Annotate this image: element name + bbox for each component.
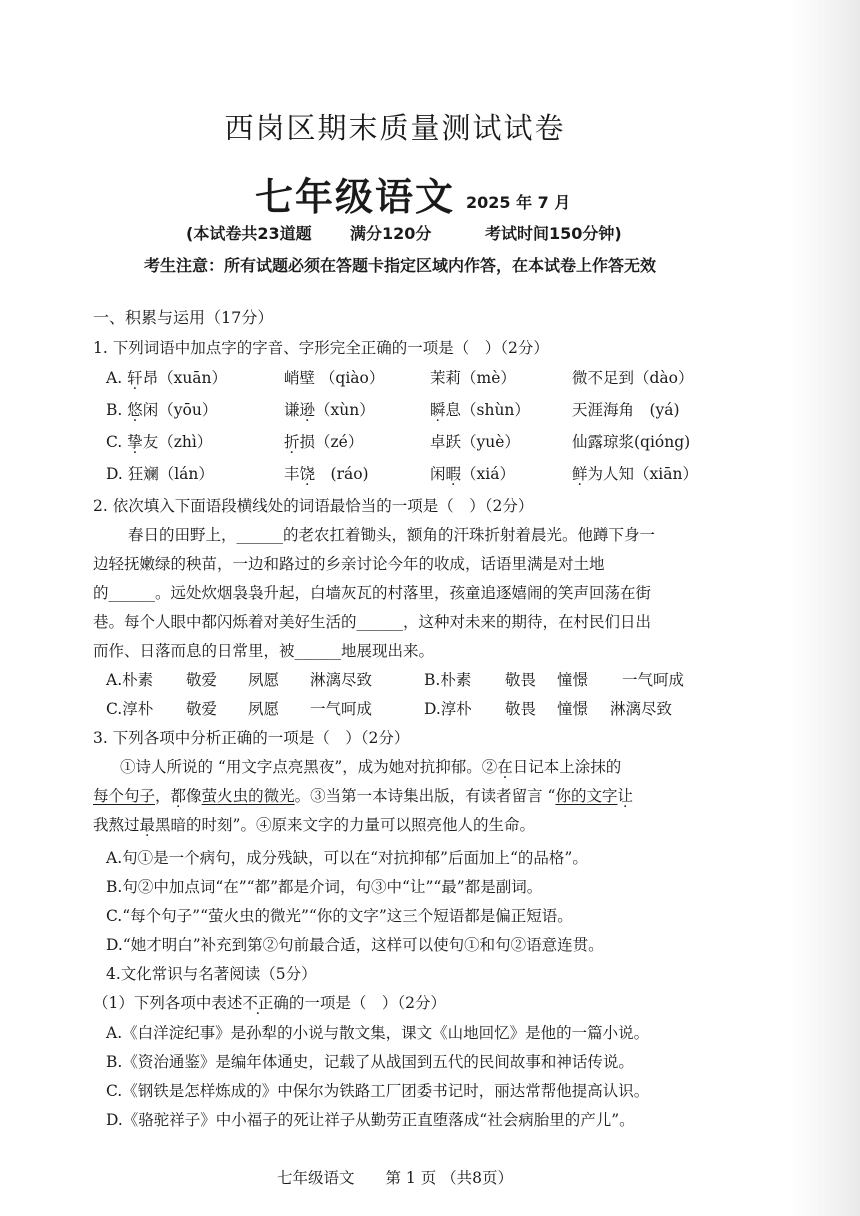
q2-passage-line-1: 春日的田野上，______的老农扛着锄头，额角的汗珠折射着晨光。他蹲下身一 xyxy=(128,526,656,544)
q4-opt-c: C.《钢铁是怎样炼成的》中保尔为铁路工厂团委书记时，丽达常帮他提高认识。 xyxy=(106,1082,650,1100)
q2-opt-b-1: B.朴素 xyxy=(424,671,472,689)
info-score: 满分120分 xyxy=(350,224,432,243)
q1-row-b-3: 瞬息（shùn） xyxy=(430,401,530,419)
q2-opt-a-4: 淋漓尽致 xyxy=(310,671,373,689)
q2-opt-a-3: 夙愿 xyxy=(248,671,280,689)
q2-stem: 2. 依次填入下面语段横线处的词语最恰当的一项是（ ）（2分） xyxy=(93,497,534,515)
q1-stem: 1. 下列词语中加点字的字音、字形完全正确的一项是（ ）（2分） xyxy=(93,339,549,357)
q2-passage-line-4: 巷。每个人眼中都闪烁着对美好生活的______，这种对未来的期待，在村民们日出 xyxy=(93,613,652,631)
q1-row-c-2: 折损（zé） xyxy=(284,433,364,451)
subject-title: 七年级语文 xyxy=(255,175,456,219)
q4-sub1-stem: （1）下列各项中表述不正确的一项是（ ）（2分） xyxy=(93,994,447,1012)
q2-opt-b-2: 敬畏 xyxy=(505,671,537,689)
q1-row-b-4: 天涯海角 (yá) xyxy=(572,401,680,419)
info-time: 考试时间150分钟) xyxy=(485,224,622,243)
q2-passage-line-3: 的______。远处炊烟袅袅升起，白墙灰瓦的村落里，孩童追逐嬉闹的笑声回荡在街 xyxy=(93,584,652,602)
q1-row-b-2: 谦逊（xùn） xyxy=(284,401,375,419)
exam-date: 2025 年 7 月 xyxy=(466,193,571,212)
section-title: 一、积累与运用（17分） xyxy=(93,308,274,327)
q3-opt-c: C.“每个句子”“萤火虫的微光”“你的文字”这三个短语都是偏正短语。 xyxy=(106,907,573,925)
q1-row-d-4: 鲜为人知（xiān） xyxy=(572,465,698,483)
page-footer: 七年级语文 第 1 页 （共8页） xyxy=(276,1169,513,1187)
q4-opt-b: B.《资治通鉴》是编年体通史，记载了从战国到五代的民间故事和神话传说。 xyxy=(106,1053,634,1071)
q4-opt-d: D.《骆驼祥子》中小福子的死让祥子从勤劳正直堕落成“社会病胎里的产儿”。 xyxy=(106,1111,635,1129)
q2-opt-c-1: C.淳朴 xyxy=(106,700,154,718)
q1-row-a-1: A. 轩昂（xuān） xyxy=(106,369,228,387)
q1-row-c-1: C. 挚友（zhì） xyxy=(106,433,213,451)
q3-passage-line-2: 每个句子，都像萤火虫的微光。③当第一本诗集出版，有读者留言 “你的文字让 xyxy=(93,787,633,805)
q3-passage-line-3: 我熬过最黑暗的时刻”。④原来文字的力量可以照亮他人的生命。 xyxy=(93,816,535,834)
q3-stem: 3. 下列各项中分析正确的一项是（ ）（2分） xyxy=(93,729,410,747)
q1-row-c-3: 卓跃（yuè） xyxy=(430,433,520,451)
q2-opt-b-3: 憧憬 xyxy=(557,671,589,689)
q2-opt-d-1: D.淳朴 xyxy=(424,700,472,718)
q1-row-a-2: 峭壁 （qiào） xyxy=(284,369,385,387)
q3-opt-a: A.句①是一个病句，成分残缺，可以在“对抗抑郁”后面加上“的品格”。 xyxy=(106,849,588,867)
q2-opt-c-4: 一气呵成 xyxy=(310,700,373,718)
q1-row-a-4: 微不足到（dào） xyxy=(572,369,694,387)
info-total: (本试卷共23道题 xyxy=(186,224,312,243)
q3-opt-b: B.句②中加点词“在”“都”都是介词，句③中“让”“最”都是副词。 xyxy=(106,878,543,896)
exam-title: 西岗区期末质量测试试卷 xyxy=(224,111,566,145)
q2-opt-d-4: 淋漓尽致 xyxy=(610,700,673,718)
q4-stem: 4.文化常识与名著阅读（5分） xyxy=(106,965,317,983)
q1-row-d-1: D. 狂斓（lán） xyxy=(106,465,214,483)
q1-row-c-4: 仙露琼浆(qióng) xyxy=(572,433,691,451)
q2-opt-a-1: A.朴素 xyxy=(106,671,154,689)
q1-row-d-3: 闲暇（xiá） xyxy=(430,465,515,483)
q2-opt-c-2: 敬爱 xyxy=(186,700,218,718)
q2-opt-c-3: 夙愿 xyxy=(248,700,280,718)
q1-row-a-3: 茉莉（mè） xyxy=(430,369,516,387)
q2-passage-line-2: 边轻抚嫩绿的秧苗，一边和路过的乡亲讨论今年的收成，话语里满是对土地 xyxy=(93,555,605,573)
exam-notice: 考生注意：所有试题必须在答题卡指定区域内作答，在本试卷上作答无效 xyxy=(144,256,657,275)
q2-opt-d-3: 憧憬 xyxy=(557,700,589,718)
q2-passage-line-5: 而作、日落而息的日常里，被______地展现出来。 xyxy=(93,642,435,660)
q3-opt-d: D.“她才明白”补充到第②句前最合适，这样可以使句①和句②语意连贯。 xyxy=(106,936,604,954)
q3-passage-line-1: ①诗人所说的 “用文字点亮黑夜”，成为她对抗抑郁。②在日记本上涂抹的 xyxy=(120,758,622,776)
q2-opt-d-2: 敬畏 xyxy=(505,700,537,718)
q2-opt-b-4: 一气呵成 xyxy=(622,671,685,689)
q1-row-b-1: B. 悠闲（yōu） xyxy=(106,401,218,419)
q2-opt-a-2: 敬爱 xyxy=(186,671,218,689)
q1-row-d-2: 丰饶 (ráo) xyxy=(284,465,369,483)
q4-opt-a: A.《白洋淀纪事》是孙犁的小说与散文集，课文《山地回忆》是他的一篇小说。 xyxy=(106,1024,650,1042)
